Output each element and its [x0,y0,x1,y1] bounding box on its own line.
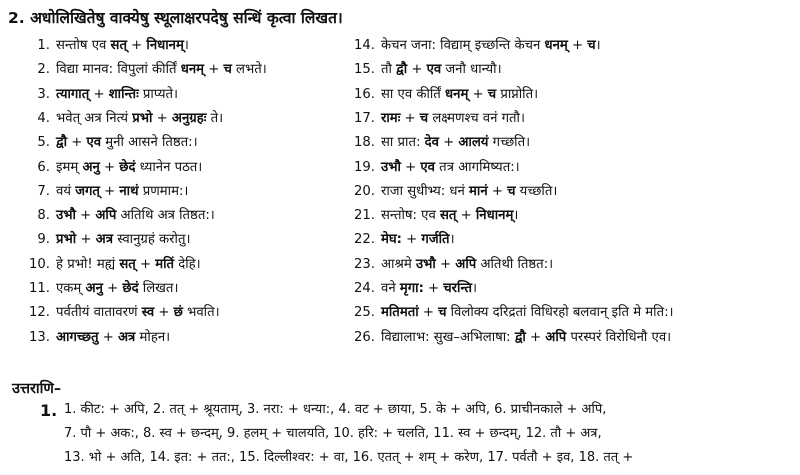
answer-line-3: 13. भो + अति, 14. इत: + तत:, 15. दिल्लीश्वर: + वा, 16. एतत् + शम् + करेण, 17. पर्वतौ + इव, 18. तत् + [64,450,634,465]
bold-word: शान्तिः [108,86,139,102]
question-item [345,159,520,177]
question-text: सन्तोष: एव [381,208,440,224]
question-text: यच्छति। [515,183,558,199]
bold-word: उभौ [415,256,436,272]
question-text: + [99,183,120,199]
question-text: भवेत् अत्र नित्यं [56,110,133,126]
question-text: देहि। [174,256,201,272]
question-text: परस्परं विरोधिनौ एव। [566,329,672,345]
question-text: केचन जना: विद्याम् इच्छन्ति केचन [381,38,545,53]
question-text: मुनी आसने तिष्ठत:। [101,135,198,151]
question-item [345,86,538,104]
bold-word: च [507,183,516,199]
question-text: सन्तोष एव [56,38,111,53]
question-number: 19. [354,159,375,175]
question-item [345,304,674,322]
question-text: हे प्रभो! मह्यं [56,256,120,272]
question-text: तत्र आगमिष्यत:। [434,159,520,175]
bold-word: मतिं [155,256,175,272]
question-item [345,110,525,128]
question-number: 25. [354,305,375,321]
bold-word: उभौ [381,159,401,175]
question-text: + [423,281,444,296]
bold-word: द्वौ [56,135,67,151]
bold-word: अनु [85,281,103,296]
bold-word: च [223,62,232,78]
bold-word: अनु [82,159,100,175]
bold-word: अपि [455,256,477,272]
question-text: विद्या मानव: विपुलां कीर्तिं [56,62,181,78]
question-number: 21. [354,208,375,224]
question-text: + [135,256,156,272]
bold-word: धनम् [180,62,205,78]
question-text: + [435,256,456,272]
bold-word: मेघ: [381,232,402,248]
question-text: । [513,208,519,224]
bold-word: एव [426,62,442,78]
question-text: लिखत। [138,281,179,296]
bold-word: एव [420,159,435,175]
question-text: + [102,281,123,296]
bold-word: धनम् [544,38,568,53]
bold-word: रामः [381,110,401,126]
question-text: + [400,110,420,126]
bold-word: चरन्ति [443,281,473,296]
question-text: + [400,159,421,175]
bold-word: च [438,305,447,321]
question-item [0,134,198,152]
question-item [345,256,553,274]
question-text: प्राप्यते। [138,86,178,102]
question-number: 15. [354,62,375,78]
question-text: + [401,232,422,248]
bold-word: धनम् [445,86,469,102]
bold-word: निधानम् [475,208,514,224]
question-text: प्रणमाम:। [138,183,189,199]
question-text: + [567,38,588,53]
question-number: 7. [37,183,50,199]
bold-word: मतिमतां [381,305,419,321]
question-item [0,256,201,274]
question-number: 3. [37,86,50,102]
question-text: लभते। [231,62,267,78]
question-item [345,37,601,55]
question-item [345,134,530,152]
bold-word: अनुग्रहः [171,110,207,126]
question-item [0,280,178,298]
question-number: 8. [37,208,50,224]
bold-word: उभौ [56,208,76,224]
bold-word: आलयं [458,135,489,151]
question-item [345,183,557,201]
question-number: 20. [354,183,375,199]
question-text: सा एव कीर्तिं [381,86,446,102]
question-text: अतिथी तिष्ठत:। [476,256,554,272]
question-number: 17. [354,110,375,126]
question-item [0,86,178,104]
question-item [0,304,220,322]
question-number: 9. [37,232,50,248]
question-number: 26. [354,329,375,345]
question-text: प्राप्नोति। [496,86,539,102]
question-text: । [595,38,601,53]
question-text: + [98,329,118,345]
question-item [0,231,190,249]
answer-line-2: 7. पौ + अक:, 8. स्व + छन्दम्, 9. हलम् + चालयति, 10. हरि: + चलति, 11. स्व + छन्दम्, 12. तौ + अत्र, [64,426,602,441]
question-text: पर्वतीयं वातावरणं [56,305,142,321]
question-text: ते। [206,110,224,126]
bold-word: छं [173,305,183,321]
question-text: । [449,232,455,248]
bold-word: छेदं [119,159,136,175]
question-number: 2. [37,62,50,78]
question-text: इमम् [56,159,83,175]
question-text: + [89,86,109,102]
question-item [0,329,170,347]
question-item [0,207,215,225]
question-text: लक्ष्मणश्च वनं गतौ। [428,110,525,126]
bold-word: सत् [439,208,457,224]
question-text: + [67,135,87,151]
bold-word: च [587,38,596,53]
answer-line-1: 1. कीट: + अपि, 2. तत् + श्रूयताम्, 3. नरा: + धन्या:, 4. वट + छाया, 5. के + अपि, 6. प्राचीनकाले + अपि, [64,402,607,417]
question-text: + [99,159,120,175]
question-number: 6. [37,159,50,175]
question-number: 1. [37,38,50,53]
question-text: वयं [56,183,76,199]
question-number: 10. [29,256,50,272]
answers-title: उत्तराणि– [12,381,62,397]
question-text: + [126,38,147,53]
question-item [0,159,202,177]
question-number: 5. [37,135,50,151]
question-text: मोहन। [135,329,171,345]
question-text: । [472,281,478,296]
question-number: 18. [354,135,375,151]
bold-word: च [419,110,429,126]
question-text: राजा सुधीभ्य: धनं [381,183,470,199]
question-text: + [75,208,96,224]
question-text: + [154,305,174,321]
bold-word: प्रभो [56,232,77,248]
question-text: वने [381,281,400,296]
question-text: एकम् [56,281,86,296]
question-item [345,280,477,298]
question-number: 16. [354,86,375,102]
question-text: स्वानुग्रहं करोतु। [113,232,191,248]
question-text: आश्रमे [381,256,416,272]
question-text: + [407,62,427,78]
question-text: गच्छति। [488,135,531,151]
question-text: + [525,329,546,345]
bold-word: छेदं [122,281,139,296]
bold-word: अपि [95,208,117,224]
bold-word: नाथं [119,183,139,199]
question-text: अतिथि अत्र तिष्ठत:। [116,208,215,224]
question-text: भवति। [182,305,220,321]
question-number: 14. [354,38,375,53]
bold-word: प्रभो [132,110,153,126]
question-text: + [456,208,476,224]
question-text: जनौ धान्यौ। [441,62,502,78]
bold-word: द्वौ [514,329,526,345]
question-item [0,183,188,201]
question-number: 4. [37,110,50,126]
bold-word: मानं [469,183,488,199]
question-item [345,61,502,79]
question-text: तौ [381,62,397,78]
question-text: + [438,135,459,151]
bold-word: निधानम् [146,38,184,53]
bold-word: अत्र [95,232,113,248]
bold-word: सत् [110,38,127,53]
bold-word: आगच्छतु [56,329,99,345]
question-number: 12. [29,305,50,321]
question-text: सा प्रात: [381,135,425,151]
question-text: ध्यानेन पठत। [135,159,203,175]
bold-word: जगत् [75,183,100,199]
question-text: विद्यालाभ: सुख–अभिलाषा: [381,329,515,345]
question-item [0,61,267,79]
bold-word: मृगा: [399,281,424,296]
question-text: + [204,62,224,78]
exercise-heading: 2. अधोलिखितेषु वाक्येषु स्थूलाक्षरपदेषु सन्धिं कृत्वा लिखत। [8,9,343,27]
question-text: । [183,38,189,53]
question-item [345,207,518,225]
bold-word: अपि [545,329,567,345]
bold-word: द्वौ [396,62,408,78]
bold-word: गर्जति [421,232,450,248]
bold-word: स्व [141,305,155,321]
bold-word: त्यागात् [56,86,90,102]
question-item [0,110,223,128]
question-item [345,329,671,347]
bold-word: एव [86,135,102,151]
bold-word: अत्र [117,329,136,345]
question-text: + [487,183,508,199]
question-text: + [76,232,96,248]
question-number: 22. [354,232,375,248]
question-item [345,231,455,249]
question-text: + [152,110,172,126]
question-text: + [468,86,488,102]
bold-word: सत् [119,256,136,272]
question-number: 11. [29,281,50,296]
question-number: 13. [29,329,50,345]
question-text: विलोक्य दरिद्रतां विधिरहो बलवान् इति मे मति:। [446,305,674,321]
question-number: 23. [354,256,375,272]
bold-word: च [487,86,497,102]
question-number: 24. [354,281,375,296]
question-text: + [418,305,439,321]
question-item [0,37,189,55]
answers-number: 1. [40,401,58,420]
bold-word: देव [424,135,439,151]
